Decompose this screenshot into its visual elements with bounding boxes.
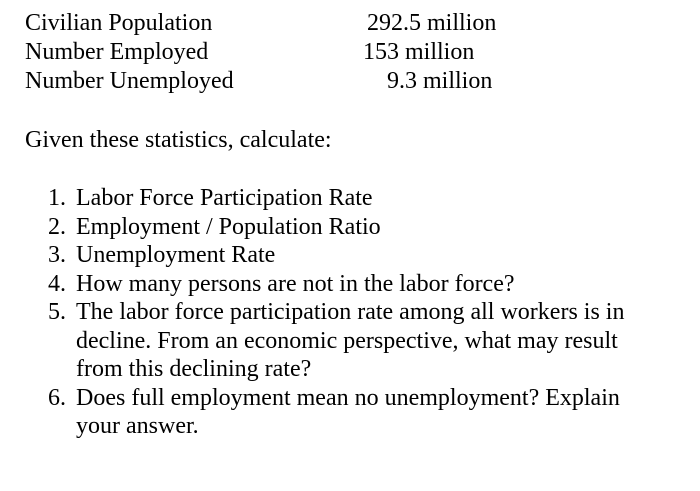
question-text: Unemployment Rate bbox=[76, 242, 276, 268]
stat-label: Civilian Population bbox=[25, 10, 213, 36]
stat-value: 9.3 million bbox=[387, 68, 493, 94]
question-number: 6. bbox=[48, 384, 66, 411]
question-item bbox=[48, 184, 668, 213]
stat-value: 292.5 million bbox=[367, 10, 497, 36]
statistics-table bbox=[25, 9, 545, 96]
question-text: The labor force participation rate among all workers is in decline. From an economic perspective, what may result from this declining rate? bbox=[76, 299, 625, 382]
stat-label: Number Unemployed bbox=[25, 68, 234, 94]
question-text: How many persons are not in the labor force? bbox=[76, 270, 515, 297]
question-item bbox=[48, 241, 668, 270]
stat-value: 153 million bbox=[363, 39, 475, 65]
question-item bbox=[48, 213, 668, 242]
question-item bbox=[48, 298, 668, 384]
stat-row-civilian-population bbox=[25, 9, 545, 38]
question-text: Employment / Population Ratio bbox=[76, 213, 381, 240]
stat-label: Number Employed bbox=[25, 39, 209, 65]
stat-row-number-unemployed bbox=[25, 67, 545, 96]
question-text: Labor Force Participation Rate bbox=[76, 185, 373, 211]
question-item bbox=[48, 384, 668, 441]
question-item bbox=[48, 270, 668, 299]
question-number: 1. bbox=[48, 185, 66, 211]
question-number: 3. bbox=[48, 242, 66, 268]
question-number: 4. bbox=[48, 270, 66, 297]
question-number: 2. bbox=[48, 213, 66, 240]
instruction-text: Given these statistics, calculate: bbox=[25, 127, 332, 153]
question-list bbox=[48, 184, 668, 441]
stat-row-number-employed bbox=[25, 38, 545, 67]
question-number: 5. bbox=[48, 299, 66, 325]
question-text: Does full employment mean no unemployment? Explain your answer. bbox=[76, 384, 620, 439]
